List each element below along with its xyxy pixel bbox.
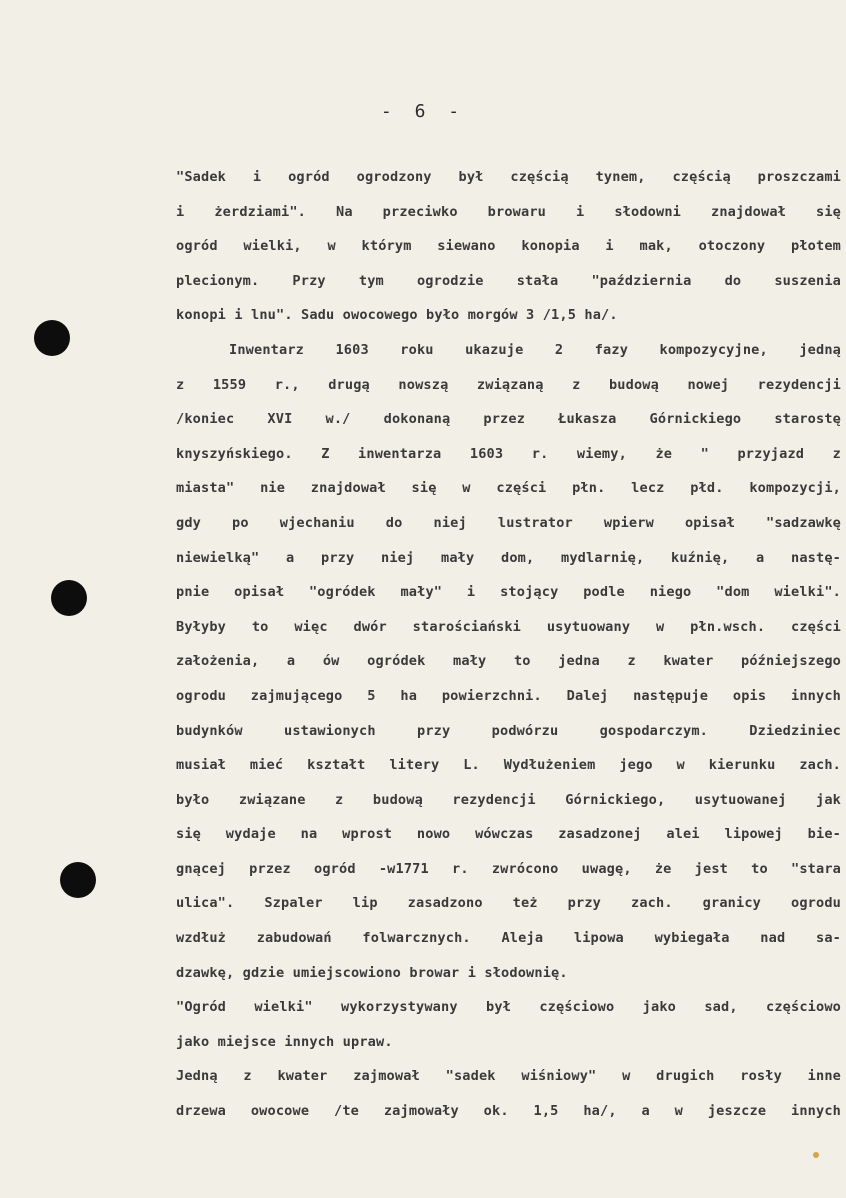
text-line: /koniec XVI w./ dokonaną przez Łukasza Górnickiego starostę bbox=[176, 411, 841, 428]
punch-hole bbox=[51, 580, 87, 616]
punch-hole bbox=[60, 862, 96, 898]
text-line: wzdłuż zabudowań folwarcznych. Aleja lipowa wybiegała nad sa- bbox=[176, 930, 841, 947]
text-line: musiał mieć kształt litery L. Wydłużeniem jego w kierunku zach. bbox=[176, 757, 841, 774]
text-line: gdy po wjechaniu do niej lustrator wpierw opisał "sadzawkę bbox=[176, 514, 841, 531]
punch-hole bbox=[34, 320, 70, 356]
text-line: ogrodu zajmującego 5 ha powierzchni. Dalej następuje opis innych bbox=[176, 687, 841, 704]
text-line: knyszyńskiego. Z inwentarza 1603 r. wiemy, że " przyjazd z bbox=[176, 445, 841, 462]
text-line: ulica". Szpaler lip zasadzono też przy zach. granicy ogrodu bbox=[176, 895, 841, 912]
text-line: plecionym. Przy tym ogrodzie stała "październia do suszenia bbox=[176, 272, 841, 289]
text-line: i żerdziami". Na przeciwko browaru i słodowni znajdował się bbox=[176, 203, 841, 220]
text-line: założenia, a ów ogródek mały to jedna z kwater późniejszego bbox=[176, 653, 841, 670]
text-line: drzewa owocowe /te zajmowały ok. 1,5 ha/, a w jeszcze innych bbox=[176, 1103, 841, 1120]
text-line: było związane z budową rezydencji Górnickiego, usytuowanej jak bbox=[176, 791, 841, 808]
text-line: Byłyby to więc dwór starościański usytuowany w płn.wsch. części bbox=[176, 618, 841, 635]
text-line: "Sadek i ogród ogrodzony był częścią tynem, częścią proszczami bbox=[176, 169, 841, 185]
text-line: gnącej przez ogród -w1771 r. zwrócono uwagę, że jest to "stara bbox=[176, 860, 841, 877]
text-line: z 1559 r., drugą nowszą związaną z budową nowej rezydencji bbox=[176, 376, 841, 393]
text-line: miasta" nie znajdował się w części płn. lecz płd. kompozycji, bbox=[176, 480, 841, 497]
text-line: ogród wielki, w którym siewano konopia i mak, otoczony płotem bbox=[176, 238, 841, 255]
body-text bbox=[176, 160, 841, 1129]
text-line: Inwentarz 1603 roku ukazuje 2 fazy kompozycyjne, jedną bbox=[229, 341, 841, 358]
text-line: Jedną z kwater zajmował "sadek wiśniowy" w drugich rosły inne bbox=[176, 1068, 841, 1085]
text-line: jako miejsce innych upraw. bbox=[176, 1033, 393, 1050]
ink-spot bbox=[813, 1152, 819, 1158]
page-number: - 6 - bbox=[380, 101, 466, 122]
text-line: "Ogród wielki" wykorzystywany był częściowo jako sad, częściowo bbox=[176, 999, 841, 1016]
text-line: pnie opisał "ogródek mały" i stojący podle niego "dom wielki". bbox=[176, 584, 841, 601]
text-line: się wydaje na wprost nowo wówczas zasadzonej alei lipowej bie- bbox=[176, 826, 841, 843]
text-line: konopi i lnu". Sadu owocowego było morgów 3 /1,5 ha/. bbox=[176, 307, 618, 324]
text-line: budynków ustawionych przy podwórzu gospodarczym. Dziedziniec bbox=[176, 722, 841, 739]
text-line: niewielką" a przy niej mały dom, mydlarnię, kuźnię, a nastę- bbox=[176, 549, 841, 566]
text-line: dzawkę, gdzie umiejscowiono browar i słodownię. bbox=[176, 964, 568, 981]
